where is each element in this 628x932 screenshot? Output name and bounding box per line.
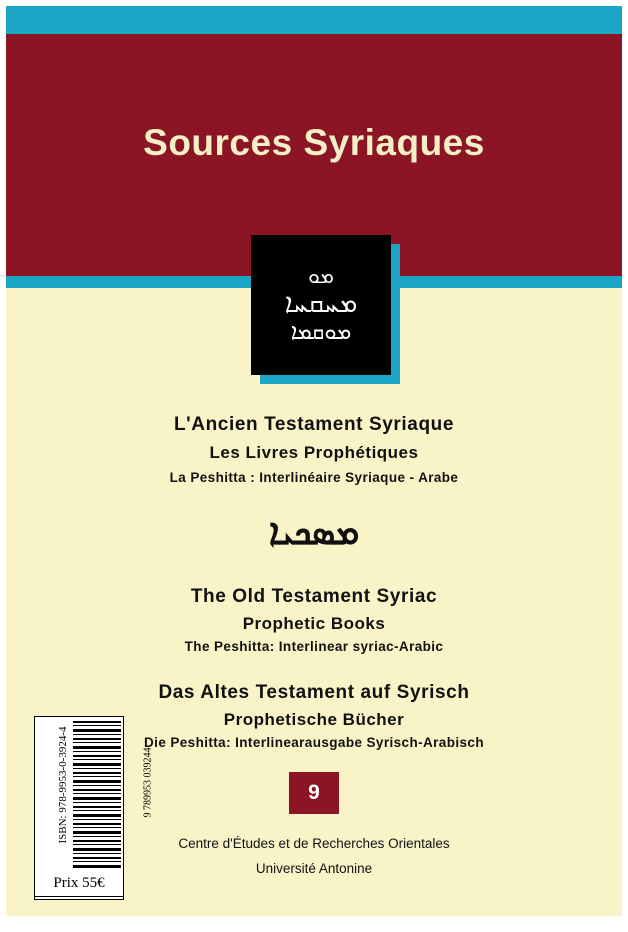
top-teal-band	[6, 6, 622, 34]
english-subtitle: The Peshitta: Interlinear syriac-Arabic	[184, 639, 444, 654]
publisher-logo	[251, 235, 401, 385]
price-label: Prix 55€	[34, 870, 124, 897]
isbn-label: ISBN: 978-9953-0-3924-4	[57, 726, 69, 844]
volume-number-badge: 9	[289, 772, 339, 814]
german-title-line-1: Das Altes Testament auf Syrisch	[158, 682, 470, 703]
publisher-university: Université Antonine	[255, 861, 373, 876]
bottom-white-margin	[0, 916, 628, 932]
logo-syriac-line-1: ܡܘ	[308, 263, 334, 288]
english-title-line-1: The Old Testament Syriac	[190, 586, 438, 607]
french-title-line-1: L'Ancien Testament Syriaque	[173, 414, 455, 435]
logo-black-square	[251, 235, 391, 375]
french-title-line-2: Les Livres Prophétiques	[209, 443, 419, 462]
german-subtitle: Die Peshitta: Interlinearausgabe Syrisch-Arabisch	[144, 735, 484, 750]
syriac-title: ܡܣܟܝܐ	[268, 512, 360, 553]
barcode-stripes	[73, 721, 121, 895]
french-subtitle: La Peshitta : Interlinéaire Syriaque - Arabe	[169, 470, 459, 485]
english-title-line-2: Prophetic Books	[242, 614, 386, 633]
series-title: Sources Syriaques	[143, 122, 485, 163]
logo-syriac-line-3: ܡܘܩܡܐ	[290, 320, 352, 346]
ean-digits: 9 789953 039244	[142, 747, 154, 818]
publisher-name: Centre d'Études et de Recherches Orientales	[178, 836, 450, 851]
german-title-line-2: Prophetische Bücher	[223, 710, 405, 729]
logo-syriac-line-2: ܡܚܩܚܐ	[284, 288, 358, 320]
